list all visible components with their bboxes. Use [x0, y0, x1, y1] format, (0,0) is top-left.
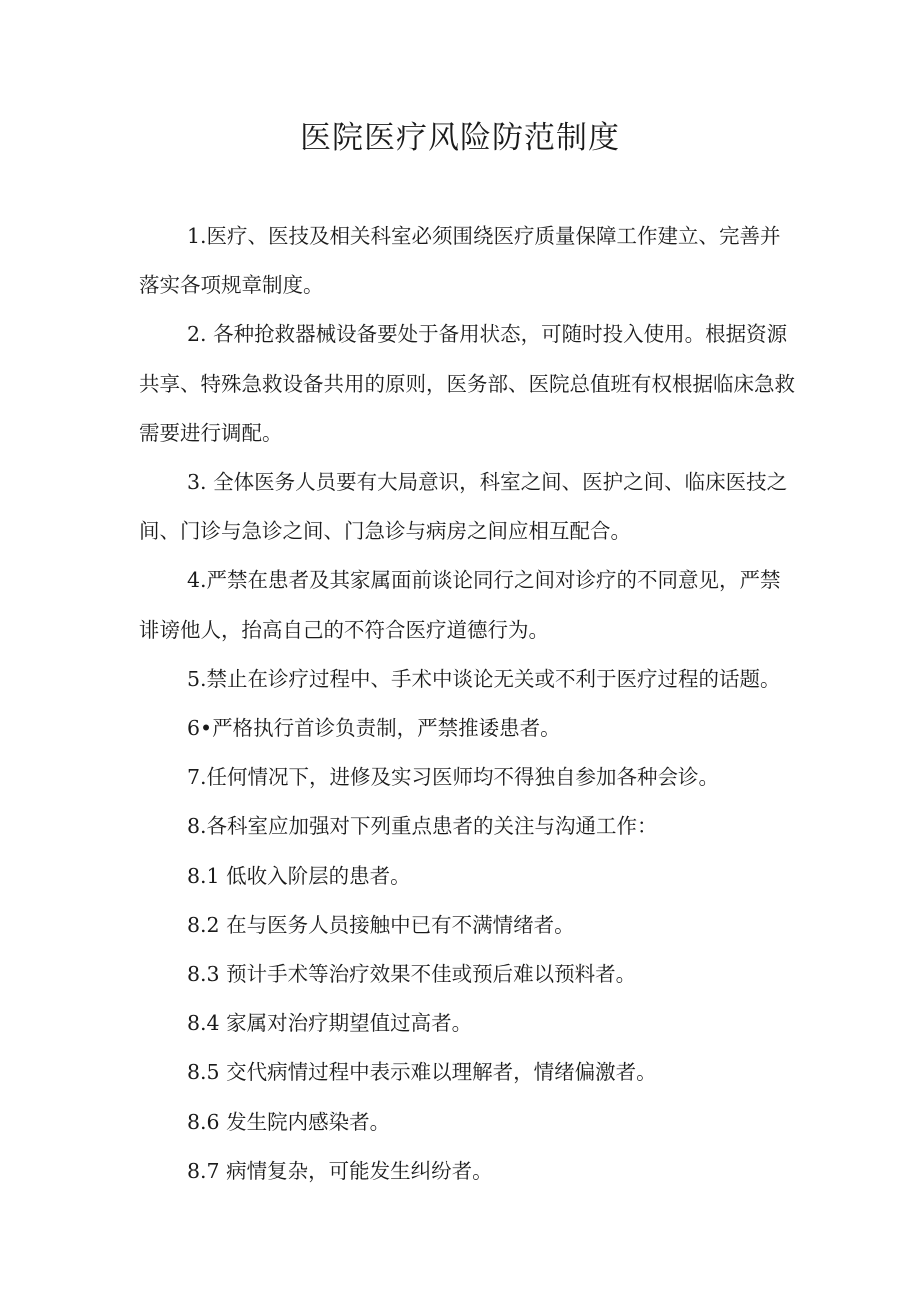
- list-item-8-5: 8.5 交代病情过程中表示难以理解者，情绪偏激者。: [187, 1060, 657, 1085]
- list-item-8-7: 8.7 病情复杂，可能发生纠纷者。: [187, 1158, 493, 1183]
- paragraph-3: 3. 全体医务人员要有大局意识，科室之间、医护之间、临床医技之间、门诊与急诊之间、门急诊与病房之间应相互配合。: [139, 470, 788, 544]
- list-item-8-6: 8.6 发生院内感染者。: [187, 1109, 391, 1134]
- list-item-8-1: 8.1 低收入阶层的患者。: [187, 863, 411, 888]
- list-item-8-2: 8.2 在与医务人员接触中已有不满情绪者。: [187, 912, 575, 937]
- paragraph-6: 6•严格执行首诊负责制，严禁推诿患者。: [187, 716, 561, 741]
- paragraph-2: 2. 各种抢救器械设备要处于备用状态，可随时投入使用。根据资源共享、特殊急救设备共用的原则，医务部、医院总值班有权根据临床急救需要进行调配。: [139, 322, 795, 445]
- paragraph-4: 4.严禁在患者及其家属面前谈论同行之间对诊疗的不同意见，严禁诽谤他人，抬高自己的不符合医疗道德行为。: [139, 568, 781, 642]
- paragraph-1: 1.医疗、医技及相关科室必须围绕医疗质量保障工作建立、完善并落实各项规章制度。: [139, 224, 781, 298]
- list-item-8-3: 8.3 预计手术等治疗效果不佳或预后难以预料者。: [187, 962, 637, 987]
- paragraph-5: 5.禁止在诊疗过程中、手术中谈论无关或不利于医疗过程的话题。: [187, 666, 781, 691]
- paragraph-7: 7.任何情况下，进修及实习医师均不得独自参加各种会诊。: [187, 765, 720, 790]
- list-item-8-4: 8.4 家属对治疗期望值过高者。: [187, 1011, 473, 1036]
- paragraph-8: 8.各科室应加强对下列重点患者的关注与沟通工作：: [187, 814, 658, 839]
- document-body: [139, 212, 795, 1196]
- document-title: 医院医疗风险防范制度: [300, 120, 620, 156]
